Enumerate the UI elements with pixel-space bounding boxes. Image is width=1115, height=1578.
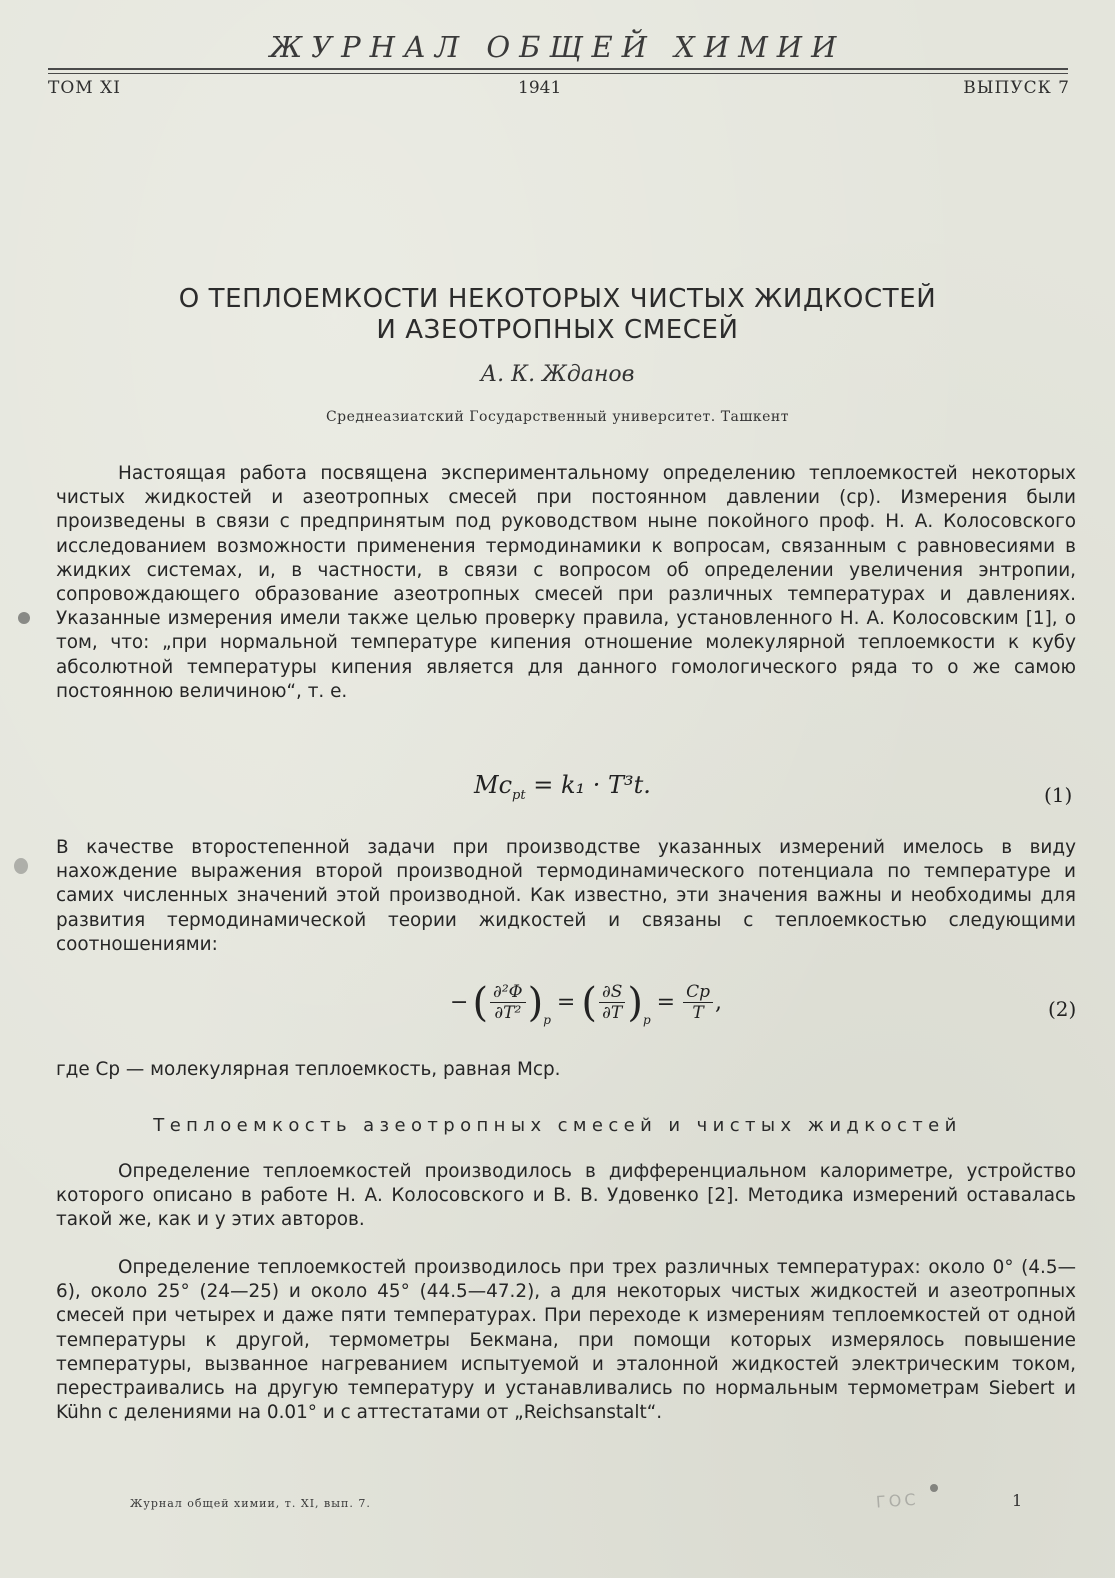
author: А. К. Жданов [480,362,635,387]
footer-source: Журнал общей химии, т. XI, вып. 7. [130,1497,371,1510]
paragraph-where [56,1058,1076,1082]
paragraph-temperatures [56,1256,1076,1425]
volume-label: ТОМ XI [48,78,121,98]
paragraph-where-text: где Cp — молекулярная теплоемкость, равная Mcp. [56,1059,561,1080]
eq2-equals-1: = [556,990,576,1015]
paragraph-method [56,1160,1076,1233]
paragraph-intro-text: Настоящая работа посвящена экспериментальному определению теплоемкостей некоторых чистых жидкостей и азеотропных смесей при постоянном давлении (cp). Измерения были произведены в связи с предпринятым под руководством ныне покойного проф. Н. А. Колосовского исследованием возможности применения термодинамики к вопросам, связанным с равновесиями в жидких системах, и, в частности, в связи с вопросом об определении увеличения энтропии, сопровождающего образование азеотропных смесей при различных температурах и давлениях. Указанные измерения имели также целью проверку правила, установленного Н. А. Колосовским [1], о том, что: „при нормальной температуре кипения отношение молекулярной теплоемкости к кубу абсолютной температуры кипения является для данного гомологического ряда то о же самою постоянною величиною“, т. е. [56,463,1076,702]
eq2-sub-p2: p [642,1013,651,1027]
paragraph-secondary-text: В качестве второстепенной задачи при производстве указанных измерений имелось в виду нахождение выражения второй производной термодинамического потенциала по температуре и самих численных значений этой производной. Как известно, эти значения важны и необходимы для развития термодинамической теории жидкостей и связаны с теплоемкостью следующими соотношениями: [56,837,1076,955]
eq2-paren-open-2: ( [581,979,597,1026]
equation-1 [474,771,651,803]
equation-2 [450,979,722,1027]
library-stamp [875,1484,1010,1573]
eq2-fraction-s [599,982,625,1023]
eq2-dt: ∂T [602,1003,623,1023]
title-line-2: И АЗЕОТРОПНЫХ СМЕСЕЙ [376,315,739,345]
eq2-dt2: ∂T² [494,1003,522,1023]
eq1-sub: pt [512,787,526,803]
ink-blot [14,858,28,874]
eq2-paren-close: ) [527,979,544,1026]
eq2-ds: ∂S [599,982,625,1003]
title-line-1: О ТЕПЛОЕМКОСТИ НЕКОТОРЫХ ЧИСТЫХ ЖИДКОСТЕЙ [178,284,937,314]
eq2-minus: − [450,990,469,1015]
eq2-fraction-phi [490,982,526,1023]
section-heading: Теплоемкость азеотропных смесей и чистых жидкостей [153,1115,962,1136]
eq2-paren-close-2: ) [627,979,643,1026]
header-rule [48,68,1068,70]
eq1-rhs: = k₁ · T³t. [533,771,651,799]
eq2-cp: Cp [683,982,713,1003]
header-rule-thin [48,73,1068,74]
eq2-paren-open: ( [472,979,489,1026]
issue-label: ВЫПУСК 7 [963,78,1070,98]
ink-blot [930,1484,938,1492]
ink-blot [18,612,30,624]
eq2-comma: , [715,990,722,1015]
paragraph-temperatures-text: Определение теплоемкостей производилось при трех различных температурах: около 0° (4.5—6), около 25° (24—25) и около 45° (44.5—47.2), а для некоторых чистых жидкостей и азеотропных смесей при четырех и даже пяти температурах. При переходе к измерениям теплоемкостей от одной температуры к другой, термометры Бекмана, при помощи которых измерялось повышение температуры, вызванное нагреванием испытуемой и эталонной жидкостей электрическим током, перестраивались на другую температуру и устанавливались по нормальным термометрам Siebert и Kühn с делениями на 0.01° и с аттестатами от „Reichsanstalt“. [56,1257,1076,1424]
eq1-lhs: Mc [474,771,513,799]
paragraph-intro [56,462,1076,704]
eq2-t: T [692,1003,704,1023]
page-number: 1 [1012,1491,1023,1510]
header-row [48,78,1070,104]
affiliation: Среднеазиатский Государственный университет. Ташкент [325,409,790,425]
paragraph-secondary-task [56,836,1076,957]
eq2-fraction-cp [683,982,713,1023]
article-title [0,284,1115,346]
equation-1-number: (1) [1044,783,1073,807]
eq2-equals-2: = [656,990,676,1015]
eq2-sub-p1: p [543,1013,551,1027]
stamp-text: ГОС [875,1489,920,1512]
paragraph-method-text: Определение теплоемкостей производилось в дифференциальном калориметре, устройство которого описано в работе Н. А. Колосовского и В. В. Удовенко [2]. Методика измерений оставалась такой же, как и у этих авторов. [56,1161,1076,1231]
journal-title: ЖУРНАЛ ОБЩЕЙ ХИМИИ [269,30,846,64]
eq2-d2phi: ∂²Φ [490,982,526,1003]
equation-2-number: (2) [1048,997,1077,1021]
year-label: 1941 [518,78,562,98]
